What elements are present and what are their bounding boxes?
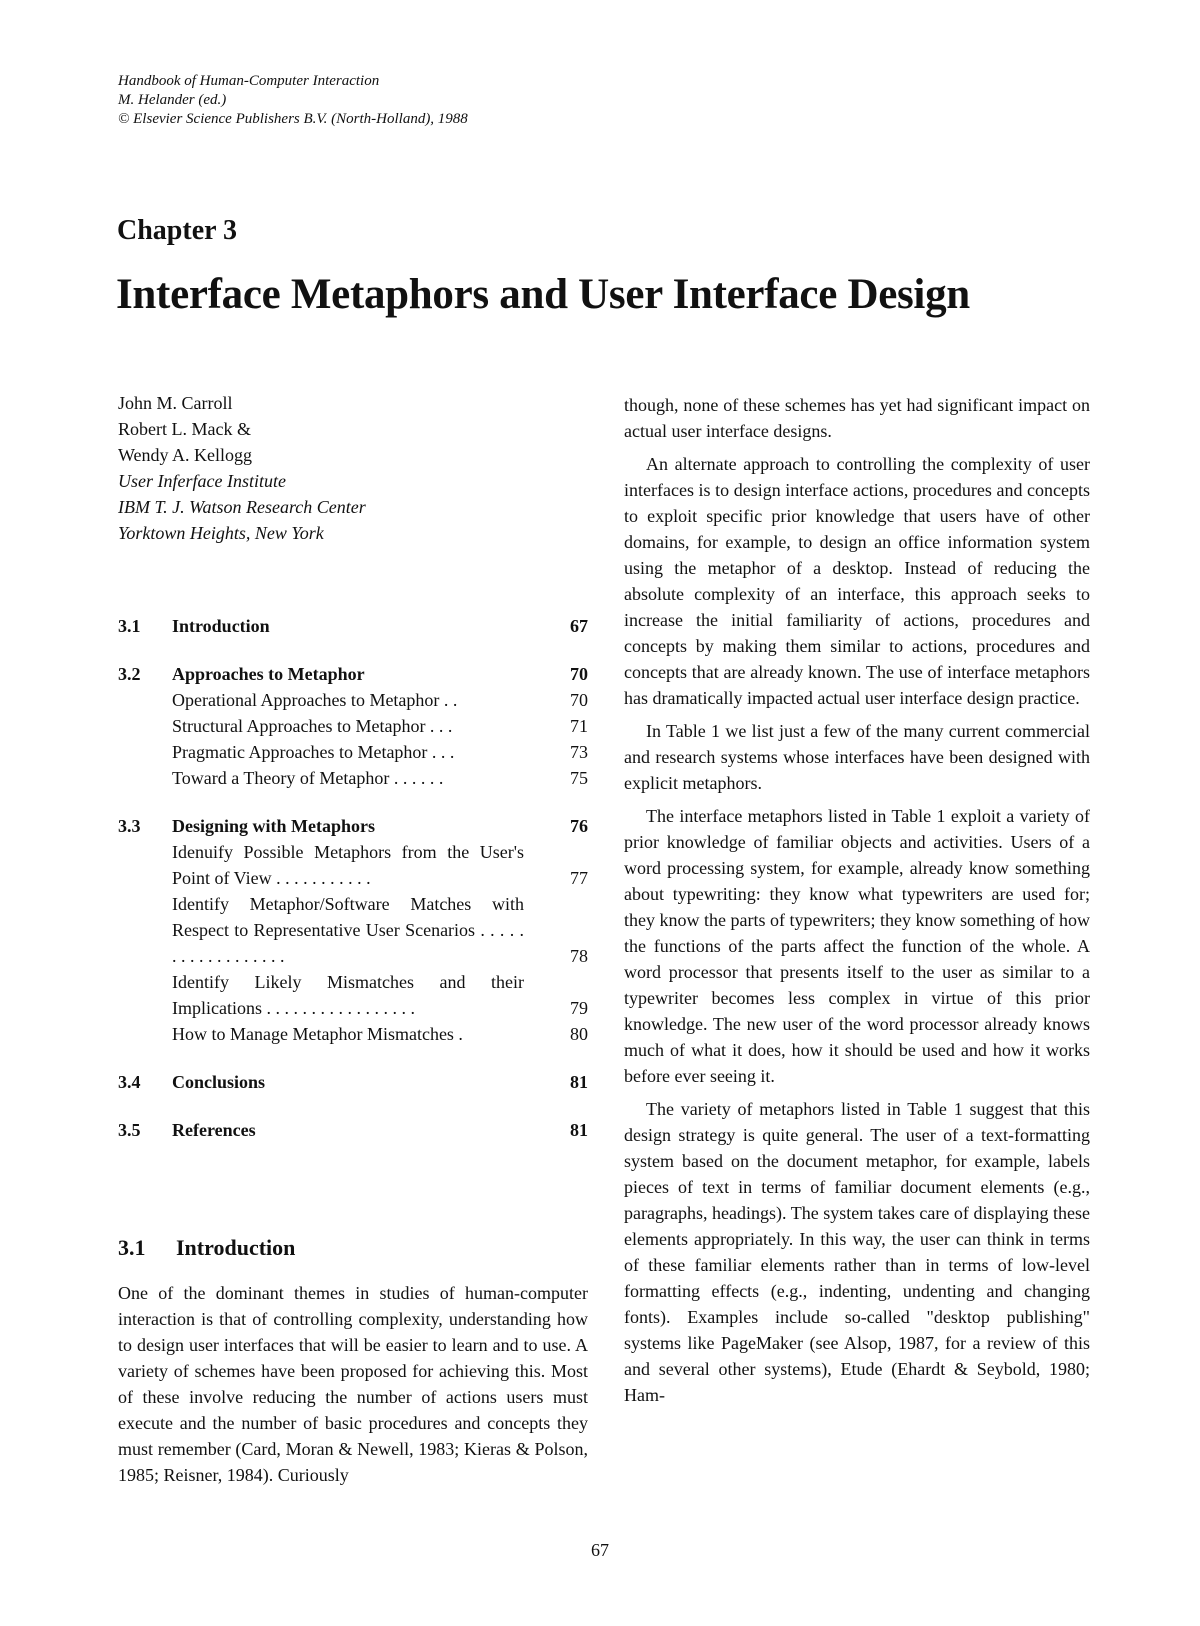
toc-page-number: 81 [570, 1072, 588, 1092]
toc-subsection-label: Identify Likely Mismatches and their Implications . . . . . . . . . . . . . . . . . [172, 972, 524, 1018]
toc-section-intro[interactable] [118, 613, 588, 639]
toc-page-number: 76 [570, 816, 588, 836]
toc-page-number: 67 [570, 616, 588, 636]
toc-page-number: 78 [570, 946, 588, 966]
section-heading [118, 1235, 295, 1261]
page-number: 67 [591, 1540, 609, 1560]
toc-page-number: 70 [570, 690, 588, 710]
intro-paragraph: One of the dominant themes in studies of human-computer interaction is that of controlling complexity, understanding how to design user interfaces that will be easier to learn and to use. A variety of schemes have been proposed for achieving this. Most of these involve reducing the number of actions users must execute and the number of basic procedures and concepts they must remember (Card, Moran & Newell, 1983; Kieras & Polson, 1985; Reisner, 1984). Curiously [118, 1283, 588, 1485]
toc-section-number: 3.5 [118, 1120, 141, 1140]
toc-section-references[interactable] [118, 1117, 588, 1143]
right-column [624, 392, 1090, 1415]
page-title: Interface Metaphors and User Interface Design [116, 271, 970, 318]
body-paragraph: though, none of these schemes has yet had significant impact on actual user interface designs. [624, 395, 1090, 441]
author-name: Wendy A. Kellogg [118, 445, 253, 465]
toc-subsection-label: Idenuify Possible Metaphors from the User's Point of View . . . . . . . . . . . [172, 842, 524, 888]
author-block [118, 390, 366, 546]
author-affiliation: IBM T. J. Watson Research Center [118, 497, 366, 517]
toc-subsection-label: Toward a Theory of Metaphor . . . . . . [172, 768, 444, 788]
chapter-label: Chapter 3 [117, 215, 238, 246]
toc-page-number: 70 [570, 664, 588, 684]
toc-section-approaches[interactable] [118, 661, 588, 687]
toc-subsection-label: Pragmatic Approaches to Metaphor . . . [172, 742, 455, 762]
toc-subsection[interactable] [118, 687, 588, 713]
toc-subsection[interactable] [118, 713, 588, 739]
author-affiliation: Yorktown Heights, New York [118, 523, 324, 543]
toc-section-designing[interactable] [118, 813, 588, 839]
toc-subsection[interactable] [118, 739, 588, 765]
toc-page-number: 80 [570, 1024, 588, 1044]
table-of-contents [118, 613, 588, 1143]
running-header [118, 72, 468, 129]
header-book-title: Handbook of Human-Computer Interaction [118, 73, 380, 89]
toc-subsection-label: Identify Metaphor/Software Matches with Respect to Representative User Scenarios . . . . . . . . . . . . . . . . . . [172, 894, 524, 966]
author-affiliation: User Inferface Institute [118, 471, 286, 491]
header-editor: M. Helander (ed.) [118, 92, 227, 108]
body-paragraph: An alternate approach to controlling the complexity of user interfaces is to design interface actions, procedures and concepts to exploit specific prior knowledge that users have of other domains, for example, to design an office information system using the metaphor of a desktop. Instead of reducing the absolute complexity of an interface, this approach seeks to increase the initial familiarity of actions, procedures and concepts by making them similar to actions, procedures and concepts that are already known. The use of interface metaphors has dramatically impacted actual user interface design practice. [624, 454, 1090, 708]
toc-subsection[interactable] [118, 1021, 588, 1047]
section-title: Introduction [176, 1235, 296, 1260]
toc-subsection-label: Structural Approaches to Metaphor . . . [172, 716, 453, 736]
header-publisher: © Elsevier Science Publishers B.V. (North-Holland), 1988 [118, 111, 468, 127]
toc-subsection[interactable] [118, 891, 588, 969]
toc-page-number: 81 [570, 1120, 588, 1140]
toc-subsection[interactable] [118, 969, 588, 1021]
toc-section-number: 3.4 [118, 1072, 141, 1092]
body-paragraph: In Table 1 we list just a few of the many current commercial and research systems whose interfaces have been designed with explicit metaphors. [624, 721, 1090, 793]
toc-section-number: 3.2 [118, 664, 141, 684]
author-name: Robert L. Mack & [118, 419, 251, 439]
toc-section-label: Designing with Metaphors [172, 816, 376, 836]
toc-page-number: 75 [570, 768, 588, 788]
toc-section-number: 3.1 [118, 616, 141, 636]
toc-page-number: 79 [570, 998, 588, 1018]
toc-page-number: 77 [570, 868, 588, 888]
toc-subsection-label: How to Manage Metaphor Mismatches . [172, 1024, 463, 1044]
toc-section-label: References [172, 1120, 256, 1140]
toc-section-number: 3.3 [118, 816, 141, 836]
toc-page-number: 73 [570, 742, 588, 762]
toc-section-label: Approaches to Metaphor [172, 664, 365, 684]
section-number: 3.1 [118, 1235, 146, 1260]
toc-subsection-label: Operational Approaches to Metaphor . . [172, 690, 458, 710]
toc-section-conclusions[interactable] [118, 1069, 588, 1095]
toc-subsection[interactable] [118, 765, 588, 791]
toc-subsection[interactable] [118, 839, 588, 891]
toc-section-label: Introduction [172, 616, 270, 636]
body-paragraph: The variety of metaphors listed in Table 1 suggest that this design strategy is quite general. The user of a text-formatting system based on the document metaphor, for example, labels pieces of text in terms of familiar document elements (e.g., paragraphs, headings). The system takes care of displaying these elements appropriately. In this way, the user can think in terms of these familiar elements rather than in terms of low-level formatting effects (e.g., indenting, undenting and changing fonts). Examples include so-called "desktop publishing" systems like PageMaker (see Alsop, 1987, for a review of this and several other systems), Etude (Ehardt & Seybold, 1980; Ham- [624, 1099, 1090, 1405]
author-name: John M. Carroll [118, 393, 233, 413]
toc-page-number: 71 [570, 716, 588, 736]
body-paragraph: The interface metaphors listed in Table 1 exploit a variety of prior knowledge of familiar objects and activities. Users of a word processing system, for example, already know something about typewriting: they know what typewriters are used for; they know the parts of typewriters; they know something of how the functions of the parts affect the function of the whole. A word processor that presents itself to the user as similar to a typewriter becomes less complex in virtue of this prior knowledge. The new user of the word processor already knows much of what it does, how it should be used and how it works before ever seeing it. [624, 806, 1090, 1086]
toc-section-label: Conclusions [172, 1072, 266, 1092]
